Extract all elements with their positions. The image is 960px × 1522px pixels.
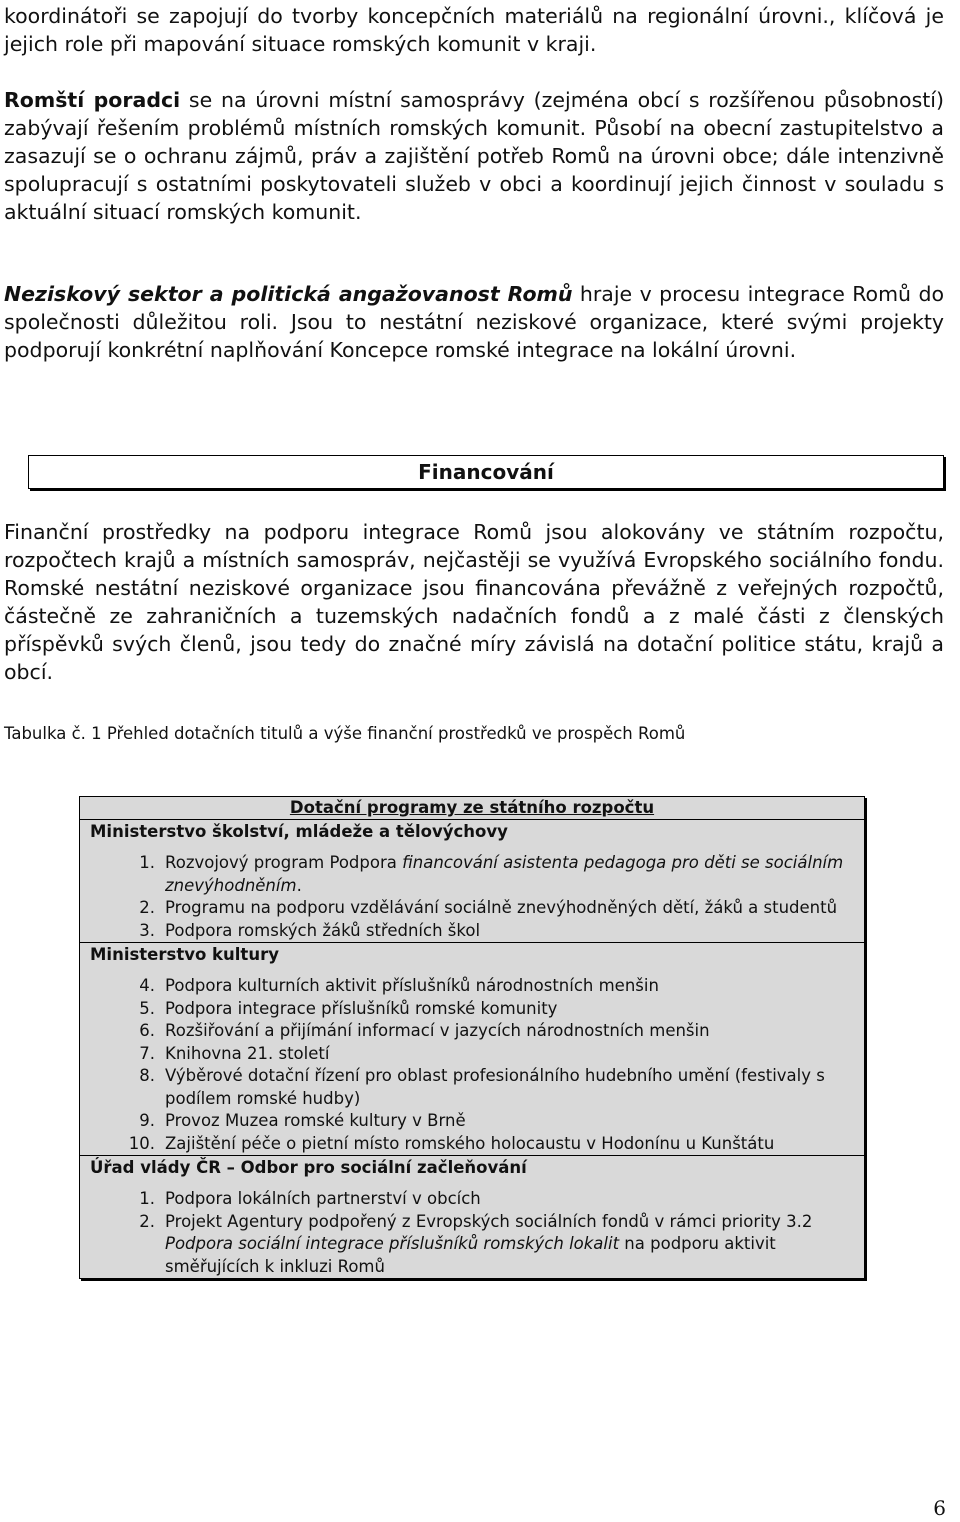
paragraph-text: Finanční prostředky na podporu integrace Romů jsou alokovány ve státním rozpočtu, rozpočtech krajů a místních samospráv, nejčastěji se využívá Evropského sociálního fondu. Romské nestátní neziskové organizace jsou financována převážně z veřejných rozpočtů, částečně ze zahraničních a tuzemských nadačních fondů a z malé části z členských příspěvků svých členů, jsou tedy do značné míry závislá na dotační politice státu, krajů a obcí.: [4, 520, 944, 684]
list-item: [90, 897, 848, 920]
list-item: [90, 1211, 848, 1279]
section-items: [80, 967, 864, 1155]
item-text-italic: financování asistenta pedagoga pro děti se sociálním znevýhodněním: [165, 853, 844, 895]
list-item: [90, 1043, 848, 1066]
item-text: [165, 1133, 848, 1156]
item-text-main: Rozvojový program Podpora: [165, 853, 403, 872]
item-text-main: Programu na podporu vzdělávání sociálně znevýhodněných dětí, žáků a studentů: [165, 898, 838, 917]
paragraph-text: se na úrovni místní samosprávy (zejména obcí s rozšířenou působností) zabývají řešením problémů místních romských komunit. Působí na obecní zastupitelstvo a zasazují se o ochranu zájmů, práv a zajištění potřeb Romů na úrovni obce; dále intenzivně spolupracují s ostatními poskytovateli služeb v obci a koordinují jejich činnost v souladu s aktuální situací romských komunit.: [4, 88, 945, 224]
item-number: 10.: [128, 1133, 155, 1153]
item-number: 2.: [139, 1211, 155, 1231]
item-number: 9.: [139, 1111, 155, 1130]
paragraph-ngo-sector: [4, 280, 944, 364]
list-item: [90, 1188, 848, 1211]
item-text-after: na podporu aktivit směřujících k inkluzi Romů: [165, 1234, 776, 1276]
item-number: 1.: [139, 1189, 155, 1208]
item-number: 7.: [139, 1043, 155, 1063]
paragraph-text: koordinátoři se zapojují do tvorby koncepčních materiálů na regionální úrovni., klíčová je jejich role při mapování situace romských komunit v kraji.: [4, 4, 944, 56]
section-title: Ministerstvo kultury: [90, 945, 279, 964]
item-text: [165, 1043, 848, 1066]
item-text: [165, 1211, 848, 1279]
section-items: [80, 1180, 864, 1278]
paragraph-lead: Neziskový sektor a politická angažovanost Romů: [4, 282, 573, 306]
item-text-main: Podpora integrace příslušníků romské komunity: [165, 998, 558, 1018]
table-title: Dotační programy ze státního rozpočtu: [80, 797, 864, 820]
section-items: [80, 844, 864, 942]
item-text-italic: Podpora sociální integrace příslušníků romských lokalit: [165, 1234, 620, 1253]
item-text-main: Podpora lokálních partnerství v obcích: [165, 1189, 481, 1208]
item-text-main: Projekt Agentury podpořený z Evropských sociálních fondů v rámci priority 3.2: [165, 1211, 813, 1231]
item-number: 3.: [139, 920, 155, 940]
item-text-main: Provoz Muzea romské kultury v Brně: [165, 1111, 466, 1130]
list-item: [90, 920, 848, 943]
list-item: [90, 852, 848, 897]
item-text: [165, 1188, 848, 1211]
table-sections: [80, 820, 864, 1278]
item-number: 8.: [139, 1066, 155, 1085]
page-number: 6: [933, 1496, 946, 1520]
item-text: [165, 852, 848, 897]
paragraph-roma-advisors: [4, 86, 944, 226]
list-item: [90, 975, 848, 998]
section-title: Úřad vlády ČR – Odbor pro sociální začleňování: [90, 1158, 527, 1177]
item-number: 5.: [139, 998, 155, 1018]
list-item: [90, 1110, 848, 1133]
item-number: 1.: [139, 853, 155, 872]
item-text-main: Podpora romských žáků středních škol: [165, 920, 481, 940]
item-text-after: .: [296, 875, 302, 895]
item-text: [165, 897, 848, 920]
table-section: [80, 943, 864, 1156]
item-number: 4.: [139, 976, 155, 995]
table-section: [80, 1156, 864, 1278]
item-text: [165, 1065, 848, 1110]
section-title: Ministerstvo školství, mládeže a tělovýchovy: [90, 822, 508, 841]
item-text: [165, 975, 848, 998]
list-item: [90, 1133, 848, 1156]
table-section: [80, 820, 864, 943]
paragraph-text: hraje v procesu integrace Romů do společnosti důležitou roli. Jsou to nestátní neziskové organizace, které svými projekty podporují konkrétní naplňování Koncepce romské integrace na lokální úrovni.: [4, 282, 944, 362]
paragraph-coordinators: [4, 2, 944, 58]
list-item: [90, 998, 848, 1021]
item-text: [165, 998, 848, 1021]
item-text-main: Knihovna 21. století: [165, 1043, 330, 1063]
item-text: [165, 1110, 848, 1133]
item-text-main: Rozšiřování a přijímání informací v jazycích národnostních menšin: [165, 1021, 710, 1040]
item-number: 2.: [139, 898, 155, 917]
section-heading-box: [28, 455, 944, 489]
paragraph-lead: Romští poradci: [4, 88, 181, 112]
section-heading: Financování: [418, 460, 554, 484]
subsidy-table: [79, 796, 865, 1279]
item-text-main: Podpora kulturních aktivit příslušníků národnostních menšin: [165, 976, 659, 995]
paragraph-financing: [4, 518, 944, 686]
item-text-main: Výběrové dotační řízení pro oblast profesionálního hudebního umění (festivaly s podílem romské hudby): [165, 1066, 825, 1108]
item-text: [165, 1020, 848, 1043]
item-number: 6.: [139, 1021, 155, 1040]
list-item: [90, 1065, 848, 1110]
list-item: [90, 1020, 848, 1043]
table-caption: Tabulka č. 1 Přehled dotačních titulů a výše finanční prostředků ve prospěch Romů: [4, 724, 686, 743]
item-text: [165, 920, 848, 943]
item-text-main: Zajištění péče o pietní místo romského holocaustu v Hodonínu u Kunštátu: [165, 1133, 775, 1153]
